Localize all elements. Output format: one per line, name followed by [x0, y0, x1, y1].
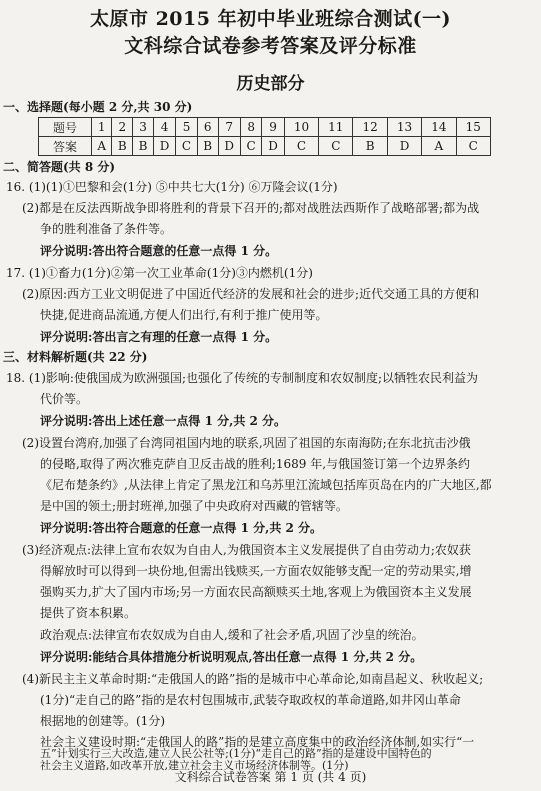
q-answer: C — [456, 137, 490, 156]
scoring-note: 评分说明:答出言之有理的任意一点得 1 分。 — [40, 330, 278, 344]
answer-line: 快捷,促进商品流通,方便人们出行,有利于推广使用等。 — [40, 308, 328, 322]
q-number: 8 — [240, 118, 261, 137]
answer-line: (1分)“走自己的路”指的是农村包围城市,武装夺取政权的革命道路,如井冈山革命 — [40, 693, 461, 707]
q-answer: D — [387, 137, 421, 156]
q-number: 11 — [319, 118, 353, 137]
q-answer: C — [240, 137, 261, 156]
q-answer: B — [112, 137, 133, 156]
q-number: 4 — [153, 118, 175, 137]
answer-table-number-row — [39, 118, 491, 137]
answer-table — [38, 117, 491, 156]
q-answer: B — [197, 137, 218, 156]
table-header-number: 题号 — [39, 118, 92, 137]
q-number: 15 — [456, 118, 490, 137]
q-answer: B — [133, 137, 154, 156]
exam-subtitle: 文科综合试卷参考答案及评分标准 — [124, 35, 417, 57]
answer-table-answer-row — [39, 137, 491, 156]
q-answer: D — [153, 137, 175, 156]
q-number: 12 — [353, 118, 387, 137]
answer-line: (2)设置台湾府,加强了台湾同祖国内地的联系,巩固了祖国的东南海防;在东北抗击沙俄 — [22, 436, 471, 450]
q-answer: C — [176, 137, 197, 156]
q-answer: C — [319, 137, 353, 156]
scoring-note: 评分说明:能结合具体措施分析说明观点,答出任意一点得 1 分,共 2 分。 — [40, 650, 423, 664]
answer-line: (2)原因:西方工业文明促进了中国近代经济的发展和社会的进步;近代交通工具的方便和 — [22, 287, 480, 301]
q-number: 9 — [262, 118, 284, 137]
answer-line: 17. (1)①畜力(1分)②第一次工业革命(1分)③内燃机(1分) — [6, 266, 313, 280]
scoring-note: 评分说明:答出符合题意的任意一点得 1 分,共 2 分。 — [40, 521, 323, 535]
answer-line: 提供了资本积累。 — [40, 606, 137, 620]
q-number: 5 — [176, 118, 197, 137]
q-number: 1 — [92, 118, 112, 137]
answer-line: 代价等。 — [40, 392, 89, 406]
q-answer: D — [262, 137, 284, 156]
q-number: 10 — [284, 118, 318, 137]
table-header-answer: 答案 — [39, 137, 92, 156]
q-answer: A — [422, 137, 456, 156]
answer-line: (3)经济观点:法律上宣布农奴为自由人,为俄国资本主义发展提供了自由劳动力;农奴获 — [22, 543, 471, 557]
q-number: 6 — [197, 118, 218, 137]
answer-line: 《尼布楚条约》,从法律上肯定了黑龙江和乌苏里江流域包括库页岛在内的广大地区,都 — [40, 478, 492, 492]
section-title-history: 历史部分 — [236, 74, 305, 94]
q-number: 13 — [387, 118, 421, 137]
q-answer: D — [218, 137, 240, 156]
answer-line: 16. (1)(1)①巴黎和会(1分) ⑤中共七大(1分) ⑥万隆会议(1分) — [6, 180, 338, 194]
q-number: 3 — [133, 118, 154, 137]
q-answer: A — [92, 137, 112, 156]
answer-line: 社会主义建设时期:“走俄国人的路”指的是建立高度集中的政治经济体制,如实行“一 — [40, 735, 475, 749]
answer-line: 根据地的创建等。(1分) — [40, 714, 165, 728]
section3-heading: 三、材料解析题(共 22 分) — [3, 350, 148, 364]
answer-line: 社会主义道路,如改革开放,建立社会主义市场经济体制等。(1分) — [40, 759, 349, 772]
answer-line: (2)都是在反法西斯战争即将胜利的背景下召开的;都对战胜法西斯作了战略部署;都为战 — [22, 201, 480, 215]
q-number: 7 — [218, 118, 240, 137]
exam-title: 太原市 2015 年初中毕业班综合测试(一) — [89, 8, 452, 30]
scoring-note: 评分说明:答出符合题意的任意一点得 1 分。 — [40, 244, 278, 258]
section1-heading: 一、选择题(每小题 2 分,共 30 分) — [3, 100, 193, 114]
q-number: 14 — [422, 118, 456, 137]
page-footer: 文科综合试卷答案 第 1 页 (共 4 页) — [174, 770, 367, 784]
q-number: 2 — [112, 118, 133, 137]
answer-line: 18. (1)影响:使俄国成为欧洲强国;也强化了传统的专制制度和农奴制度;以牺牲农民利益为 — [6, 371, 479, 385]
answer-line: 五”计划实行三大改造,建立人民公社等;(1分)“走自己的路”指的是建设中国特色的 — [40, 747, 432, 760]
answer-line: 政治观点:法律宣布农奴成为自由人,缓和了社会矛盾,巩固了沙皇的统治。 — [40, 628, 424, 642]
answer-line: 得解放时可以得到一块份地,但需出钱赎买,一方面农奴能够支配一定的劳动果实,增 — [40, 564, 472, 578]
answer-line: 的侵略,取得了两次雅克萨自卫反击战的胜利;1689 年,与俄国签订第一个边界条约 — [40, 457, 471, 471]
q-answer: C — [284, 137, 318, 156]
scoring-note: 评分说明:答出上述任意一点得 1 分,共 2 分。 — [40, 414, 287, 428]
answer-line: 争的胜利准备了条件等。 — [40, 222, 173, 236]
q-answer: B — [353, 137, 387, 156]
section2-heading: 二、简答题(共 8 分) — [3, 160, 116, 174]
answer-line: 强购买力,扩大了国内市场;另一方面农民高额赎买土地,客观上为俄国资本主义发展 — [40, 585, 472, 599]
answer-line: 是中国的领土;册封班禅,加强了中央政府对西藏的管辖等。 — [40, 499, 348, 513]
answer-line: (4)新民主主义革命时期:“走俄国人的路”指的是城市中心革命论,如南昌起义、秋收起义; — [22, 672, 484, 686]
